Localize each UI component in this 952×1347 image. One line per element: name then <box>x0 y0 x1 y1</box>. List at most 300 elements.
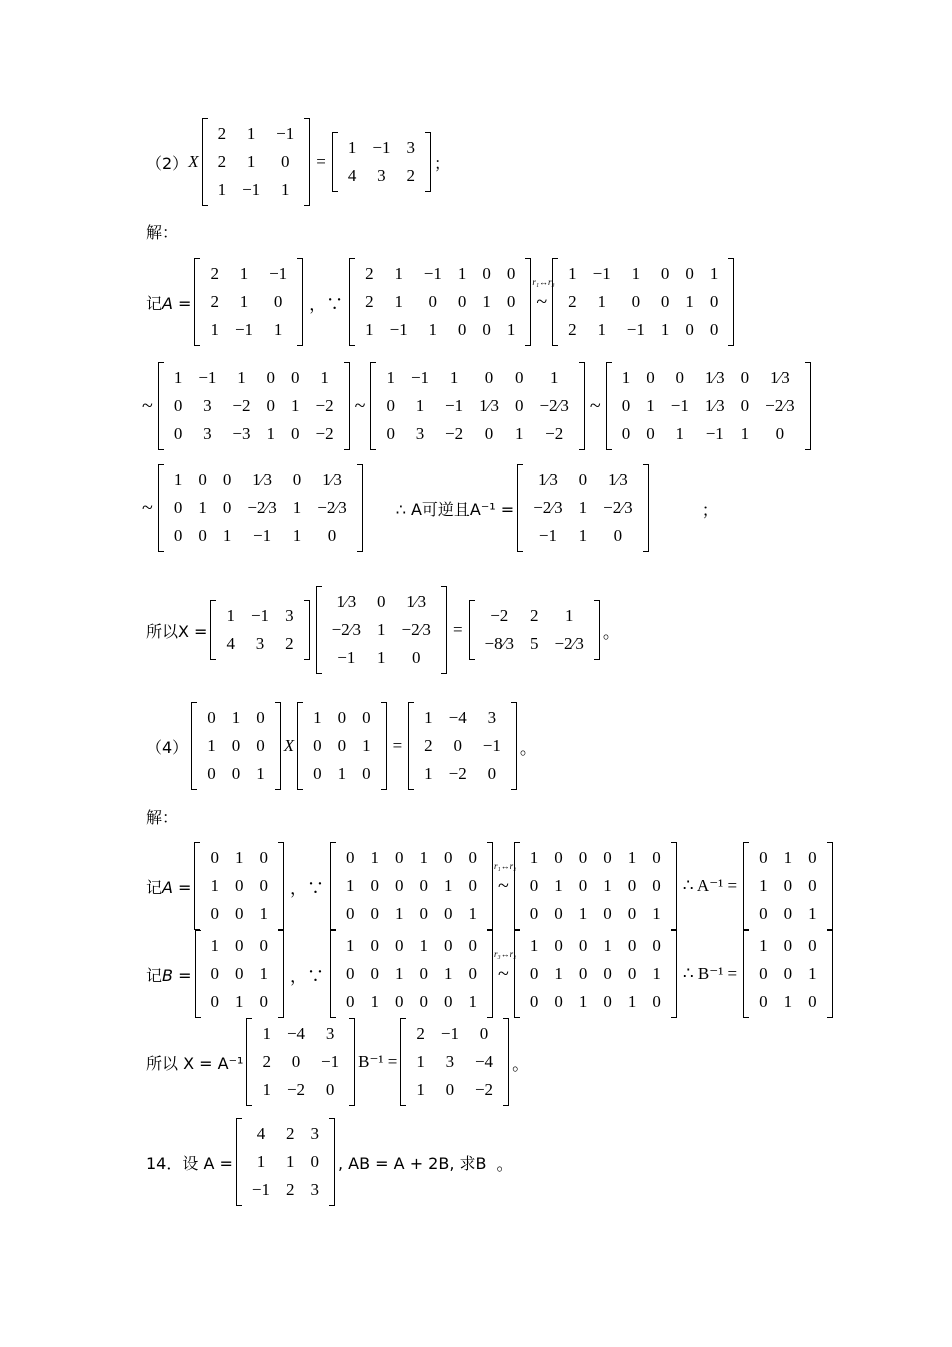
matrix-cell: −2 <box>545 424 564 443</box>
matrix-cell: −2 <box>445 424 464 443</box>
matrix-cell: 3 <box>203 396 212 415</box>
matrix-cell: 1 <box>783 992 793 1011</box>
matrix-cell: 0 <box>256 708 265 727</box>
matrix-cell: 0 <box>603 848 612 867</box>
matrix-cell: 0 <box>266 368 276 387</box>
matrix-cell: −2⁄3 <box>317 498 347 517</box>
matrix-cell: 0 <box>210 904 219 923</box>
matrix-cell: 0 <box>370 964 379 983</box>
matrix-cell: 0 <box>266 396 276 415</box>
matrix-cell: 0 <box>256 736 265 755</box>
matrix-cell: 1 <box>386 368 395 387</box>
matrix-cell: 0 <box>783 904 793 923</box>
matrix-cell: 0 <box>808 992 817 1011</box>
var-x: X <box>188 152 199 171</box>
matrix-cell: −1 <box>538 526 557 545</box>
matrix-cell: 1 <box>631 264 641 283</box>
matrix-cell: 1 <box>554 876 563 895</box>
matrix-cell: 4 <box>256 1124 266 1143</box>
matrix-cell: 0 <box>506 292 516 311</box>
matrix-cell: 1 <box>217 180 227 199</box>
matrix-cell: −1 <box>276 124 295 143</box>
matrix-cell: 0 <box>395 936 404 955</box>
matrix-cell: 0 <box>482 320 491 339</box>
matrix-cell: 0 <box>394 876 404 895</box>
matrix-cell: 0 <box>173 424 183 443</box>
matrix-cell: −2 <box>490 606 509 625</box>
matrix-cell: 1 <box>457 264 467 283</box>
matrix-cell: 1 <box>578 992 588 1011</box>
matrix-cell: 2 <box>365 292 374 311</box>
matrix-cell: 0 <box>484 424 494 443</box>
matrix-cell: 2 <box>529 606 539 625</box>
matrix-cell: 0 <box>554 848 563 867</box>
matrix-cell: 3 <box>255 634 265 653</box>
matrix-cell: 1⁄3 <box>322 470 342 489</box>
matrix-a-inverse <box>743 842 833 930</box>
matrix-cell: 0 <box>231 736 241 755</box>
matrix-cell: −1 <box>705 424 724 443</box>
matrix <box>202 118 311 206</box>
matrix-cell: 0 <box>613 526 623 545</box>
matrix-cell: 3 <box>285 606 294 625</box>
matrix-cell: −1 <box>440 1024 459 1043</box>
matrix-cell: 0 <box>280 152 290 171</box>
matrix-cell: −1 <box>251 1180 270 1199</box>
matrix-cell: 1 <box>424 764 433 783</box>
matrix-cell: 3 <box>445 1052 455 1071</box>
matrix-cell: 1 <box>621 368 631 387</box>
matrix-cell: −1 <box>234 320 254 339</box>
matrix-cell: 1 <box>207 736 216 755</box>
augmented-matrix <box>514 930 677 1018</box>
matrix-a-inverse <box>517 464 648 552</box>
tilde: ~ <box>142 496 153 519</box>
matrix-cell: 0 <box>554 904 563 923</box>
matrix-cell: 2 <box>365 264 374 283</box>
matrix-cell: 1 <box>443 876 453 895</box>
matrix-cell: 0 <box>775 424 785 443</box>
matrix-cell: 3 <box>406 138 415 157</box>
matrix-cell: 1 <box>529 848 539 867</box>
matrix-cell: 0 <box>808 876 817 895</box>
matrix-cell: 0 <box>506 264 516 283</box>
matrix-cell: 1 <box>808 964 817 983</box>
matrix-cell: 0 <box>337 736 347 755</box>
matrix-cell: 1 <box>554 964 563 983</box>
matrix-cell: 1 <box>419 936 428 955</box>
tilde: ~ <box>142 394 153 417</box>
matrix-cell: 0 <box>346 992 355 1011</box>
matrix-cell: −2 <box>232 396 251 415</box>
matrix-cell: 0 <box>685 320 694 339</box>
matrix-cell: 0 <box>783 964 793 983</box>
matrix-cell: 0 <box>386 396 395 415</box>
matrix-cell: 1 <box>198 498 207 517</box>
matrix-cell: 0 <box>578 964 588 983</box>
because-sign: ，∵ <box>289 878 324 898</box>
matrix-cell: −1 <box>321 1052 340 1071</box>
matrix-cell: 0 <box>445 1080 455 1099</box>
matrix-cell: 0 <box>198 526 207 545</box>
matrix-cell: 1 <box>266 424 276 443</box>
matrix-cell: 2 <box>406 166 415 185</box>
matrix-cell: 0 <box>660 292 670 311</box>
matrix-cell: 1 <box>395 964 404 983</box>
matrix-cell: 0 <box>578 848 588 867</box>
matrix-cell: 0 <box>235 964 244 983</box>
matrix-cell: 0 <box>411 648 421 667</box>
matrix-cell: 0 <box>362 764 371 783</box>
equals-sign: = <box>452 620 463 639</box>
matrix-cell: 1 <box>444 964 453 983</box>
matrix-cell: 1 <box>365 320 374 339</box>
because-sign: ，∵ <box>290 966 324 986</box>
matrix-cell: 1 <box>239 292 249 311</box>
matrix-b <box>195 930 285 1018</box>
matrix-cell: 1 <box>231 708 241 727</box>
matrix-cell: 1 <box>280 180 290 199</box>
matrix-cell: 0 <box>578 470 588 489</box>
matrix-cell: 3 <box>377 166 386 185</box>
matrix-cell: 1 <box>468 904 477 923</box>
matrix-cell: 0 <box>345 904 355 923</box>
matrix-cell: −2 <box>315 396 334 415</box>
matrix-cell: 0 <box>259 876 268 895</box>
matrix-cell: 1 <box>424 708 433 727</box>
matrix <box>158 464 363 552</box>
matrix-cell: 1 <box>685 292 694 311</box>
matrix-cell: 0 <box>428 292 438 311</box>
matrix-cell: −1 <box>337 648 356 667</box>
step-2 <box>140 362 814 450</box>
matrix-cell: 1 <box>273 320 283 339</box>
matrix-a <box>194 842 284 930</box>
matrix-cell: 4 <box>226 634 235 653</box>
punct: 。 <box>519 738 537 758</box>
matrix-cell: 2 <box>424 736 433 755</box>
matrix-cell: 2 <box>568 320 577 339</box>
inverse-text: ∴ B⁻¹ = <box>682 964 738 983</box>
matrix-cell: −1 <box>626 320 645 339</box>
matrix-cell: 1 <box>740 424 750 443</box>
matrix-cell: 1 <box>568 264 577 283</box>
matrix-cell: 1 <box>627 992 637 1011</box>
matrix-cell: 3 <box>415 424 425 443</box>
matrix-cell: 2 <box>217 124 227 143</box>
matrix-cell: 0 <box>443 904 453 923</box>
punct: 。 <box>512 1054 530 1074</box>
matrix-cell: 0 <box>313 764 322 783</box>
matrix-cell: 1 <box>377 620 386 639</box>
matrix-cell: 0 <box>345 848 355 867</box>
matrix-cell: 1 <box>210 320 219 339</box>
problem-14 <box>146 1118 514 1206</box>
matrix-cell: −2 <box>286 1080 306 1099</box>
matrix-cell: 0 <box>621 396 631 415</box>
matrix-cell: 0 <box>337 708 347 727</box>
matrix-cell: 1 <box>259 964 268 983</box>
matrix-cell: −2⁄3 <box>603 498 633 517</box>
matrix-cell: 1 <box>173 368 183 387</box>
matrix-cell: 1 <box>234 848 244 867</box>
matrix-cell: 1 <box>627 848 637 867</box>
matrix-cell: 1 <box>210 936 219 955</box>
matrix-cell: 0 <box>259 848 268 867</box>
matrix-cell: 0 <box>709 292 719 311</box>
matrix-cell: 0 <box>325 1080 335 1099</box>
matrix <box>158 362 350 450</box>
matrix-cell: 1 <box>259 904 268 923</box>
matrix-a <box>236 1118 335 1206</box>
matrix-cell: −1 <box>269 264 288 283</box>
matrix-cell: 0 <box>514 368 524 387</box>
matrix <box>210 600 309 660</box>
matrix-cell: 0 <box>603 964 612 983</box>
matrix-cell: 1 <box>415 396 425 415</box>
matrix-cell: 2 <box>217 152 227 171</box>
matrix-cell: −2⁄3 <box>539 396 569 415</box>
matrix-cell: 1 <box>419 848 428 867</box>
matrix-cell: 0 <box>291 1052 301 1071</box>
matrix-cell: 0 <box>783 876 793 895</box>
step-1 <box>146 258 737 346</box>
tilde: ~ <box>589 394 601 417</box>
inverse-text: ∴ A⁻¹ = <box>682 876 738 895</box>
matrix-cell: 1 <box>603 876 612 895</box>
matrix-cell: 4 <box>347 166 357 185</box>
matrix-cell: 0 <box>468 848 477 867</box>
matrix-cell: −1 <box>389 320 408 339</box>
matrix-cell: 0 <box>173 526 183 545</box>
row-op: ~ r₁↔r₃ <box>532 276 555 313</box>
step-7 <box>146 1018 529 1106</box>
matrix-cell: 0 <box>740 368 750 387</box>
matrix <box>332 132 431 192</box>
matrix-cell: 0 <box>386 424 395 443</box>
matrix-cell: 1 <box>377 648 386 667</box>
matrix-cell: 0 <box>198 470 207 489</box>
matrix-cell: 0 <box>273 292 283 311</box>
matrix-cell: 0 <box>709 320 719 339</box>
note-label: 记A = <box>146 293 192 313</box>
matrix-cell: 0 <box>740 396 750 415</box>
matrix-cell: 1 <box>362 736 371 755</box>
matrix-cell: −1 <box>250 606 270 625</box>
matrix-cell: 0 <box>419 876 428 895</box>
matrix-cell: 0 <box>652 876 661 895</box>
matrix-cell: 1 <box>506 320 516 339</box>
matrix-cell: 1 <box>709 264 719 283</box>
matrix-cell: 1 <box>529 936 539 955</box>
matrix-cell: 1 <box>285 1152 295 1171</box>
matrix-cell: 1 <box>347 138 357 157</box>
matrix-cell: 1 <box>564 606 574 625</box>
matrix-cell: 1 <box>246 124 256 143</box>
matrix-cell: 0 <box>482 264 491 283</box>
problem-label: 14．设 A = <box>146 1153 233 1173</box>
matrix-cell: 0 <box>627 936 637 955</box>
matrix-cell: 2 <box>285 1124 295 1143</box>
therefore-text: 所以 X = A⁻¹ <box>146 1053 244 1073</box>
matrix-cell: 1 <box>578 498 588 517</box>
augmented-matrix <box>330 930 493 1018</box>
matrix-cell: 0 <box>457 292 467 311</box>
matrix-cell: 1 <box>675 424 685 443</box>
solution-label: 解： <box>146 223 179 242</box>
matrix-cell: 0 <box>468 964 477 983</box>
matrix-cell: −1 <box>482 736 501 755</box>
matrix-cell: 1 <box>578 904 588 923</box>
matrix-cell: 0 <box>259 992 268 1011</box>
matrix-cell: 0 <box>603 992 612 1011</box>
matrix-cell: 1 <box>416 1052 425 1071</box>
tilde: ~ <box>354 394 366 417</box>
matrix-cell: 0 <box>395 992 404 1011</box>
matrix-cell: 1 <box>578 526 588 545</box>
matrix-cell: 2 <box>285 634 294 653</box>
matrix-cell: 1 <box>482 292 491 311</box>
matrix-cell: −1 <box>372 138 391 157</box>
matrix-cell: 0 <box>234 876 244 895</box>
augmented-matrix <box>552 258 734 346</box>
matrix-cell: 0 <box>310 1152 319 1171</box>
matrix-cell: 0 <box>210 992 219 1011</box>
matrix-cell: 1⁄3 <box>252 470 272 489</box>
matrix-cell: 0 <box>652 936 661 955</box>
matrix-cell: 1 <box>313 708 322 727</box>
matrix-cell: 0 <box>394 848 404 867</box>
matrix-cell: −2⁄3 <box>765 396 795 415</box>
matrix-cell: 3 <box>487 708 497 727</box>
matrix-cell: 0 <box>222 498 232 517</box>
matrix-cell: 0 <box>291 424 300 443</box>
matrix-cell: −2 <box>315 424 334 443</box>
matrix-cell: 0 <box>554 936 563 955</box>
matrix-cell: 0 <box>207 708 216 727</box>
solution-label: 解： <box>146 808 179 827</box>
matrix-cell: 1 <box>428 320 438 339</box>
matrix-cell: 0 <box>759 904 768 923</box>
matrix-cell: 0 <box>291 368 300 387</box>
matrix-cell: −2 <box>448 764 467 783</box>
matrix-cell: 0 <box>808 936 817 955</box>
matrix-cell: 5 <box>529 634 539 653</box>
matrix-cell: 0 <box>529 964 539 983</box>
augmented-matrix <box>514 842 677 930</box>
matrix-cell: 3 <box>325 1024 335 1043</box>
matrix-cell: 0 <box>222 470 232 489</box>
matrix-cell: −2⁄3 <box>554 634 584 653</box>
matrix-cell: 1 <box>597 320 606 339</box>
matrix-cell: 0 <box>759 848 768 867</box>
matrix <box>606 362 811 450</box>
matrix-cell: 3 <box>310 1180 319 1199</box>
note-label: 记A = <box>146 877 192 897</box>
problem-text: , AB = A + 2B, 求B <box>337 1153 487 1173</box>
matrix-cell: 0 <box>173 396 183 415</box>
var-x: X <box>283 736 295 755</box>
matrix-cell: 1⁄3 <box>479 396 499 415</box>
matrix-cell: 0 <box>759 992 768 1011</box>
matrix-cell: 2 <box>210 292 219 311</box>
matrix-cell: −4 <box>448 708 467 727</box>
matrix-cell: 2 <box>285 1180 295 1199</box>
matrix-cell: −4 <box>286 1024 306 1043</box>
equals-sign: = <box>316 152 326 171</box>
matrix-cell: 0 <box>685 264 694 283</box>
matrix-cell: 0 <box>234 904 244 923</box>
matrix-cell: 1 <box>256 764 265 783</box>
matrix-cell: 0 <box>377 592 386 611</box>
matrix-cell: 0 <box>231 764 241 783</box>
punct: 。 <box>602 622 620 642</box>
step-6 <box>146 930 836 1018</box>
punct: ； <box>433 153 450 173</box>
matrix-cell: 0 <box>646 424 655 443</box>
matrix-cell: 1 <box>235 992 244 1011</box>
matrix-result <box>400 1018 509 1106</box>
matrix-result <box>469 600 600 660</box>
matrix-cell: 0 <box>235 936 244 955</box>
matrix-cell: 1 <box>370 848 379 867</box>
matrix-cell: 0 <box>675 368 685 387</box>
matrix-cell: 1 <box>783 848 793 867</box>
matrix-cell: −2⁄3 <box>401 620 431 639</box>
matrix-cell: 1⁄3 <box>607 470 628 489</box>
because-sign: ，∵ <box>309 294 344 314</box>
augmented-matrix <box>349 258 531 346</box>
matrix-cell: 0 <box>292 470 302 489</box>
matrix-cell: 1 <box>549 368 559 387</box>
matrix-cell: 1 <box>646 396 655 415</box>
row-op: ~ r₃↔r₂ <box>494 948 517 985</box>
matrix-cell: 0 <box>210 848 219 867</box>
matrix-cell: −1 <box>670 396 689 415</box>
matrix-cell: 1⁄3 <box>538 470 558 489</box>
matrix-cell: 1 <box>597 292 606 311</box>
matrix-cell: −2⁄3 <box>533 498 563 517</box>
matrix-cell: 2 <box>416 1024 425 1043</box>
matrix-cell: 1 <box>345 876 355 895</box>
matrix-cell: 0 <box>259 936 268 955</box>
matrix-cell: −1 <box>242 180 261 199</box>
matrix-cell: 0 <box>621 424 631 443</box>
matrix-cell: 0 <box>529 904 539 923</box>
matrix-cell: 1 <box>226 606 235 625</box>
matrix <box>408 702 517 790</box>
matrix-cell: 0 <box>468 936 477 955</box>
matrix-cell: 1 <box>514 424 524 443</box>
punct: 。 <box>496 1154 514 1174</box>
matrix-cell: 0 <box>457 320 467 339</box>
matrix-cell: 0 <box>529 876 539 895</box>
matrix-cell: 0 <box>453 736 462 755</box>
matrix-cell: 0 <box>210 964 219 983</box>
matrix-cell: 1⁄3 <box>336 592 357 611</box>
matrix-cell: 0 <box>529 992 539 1011</box>
b-inverse-text: B⁻¹ = <box>358 1052 398 1071</box>
matrix-cell: 1 <box>652 904 661 923</box>
problem-label: （4） <box>146 737 189 757</box>
matrix-cell: 1 <box>262 1024 271 1043</box>
matrix-cell: 1 <box>262 1080 271 1099</box>
matrix-cell: 0 <box>660 264 670 283</box>
problem-4 <box>146 702 537 790</box>
matrix-cell: 1 <box>759 876 768 895</box>
matrix-cell: 0 <box>646 368 655 387</box>
matrix-cell: 0 <box>554 992 563 1011</box>
